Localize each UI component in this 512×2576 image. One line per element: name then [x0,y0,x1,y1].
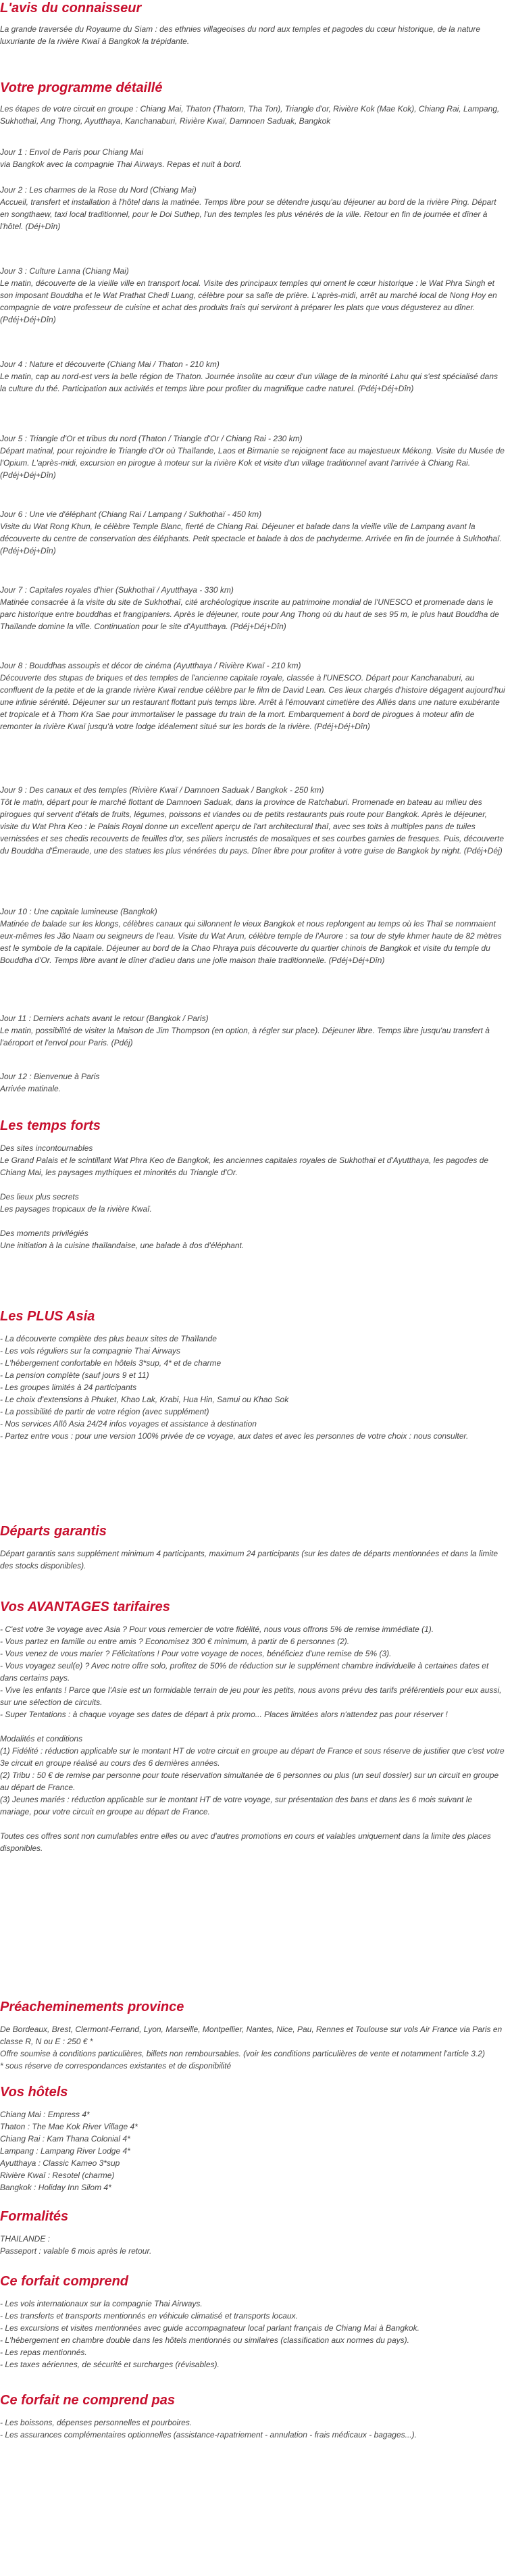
jour-12: Jour 12 : Bienvenue à Paris Arrivée matinale. [0,1072,100,1093]
section-title-formalites: Formalités [0,2209,69,2224]
section-title-comprend: Ce forfait comprend [0,2274,129,2289]
section-title-avis: L'avis du connaisseur [0,1,142,16]
jour-7: Jour 7 : Capitales royales d'hier (Sukhothaï / Ayutthaya - 330 km) Matinée consacrée à la visite du site de Sukhothaï, cité archéologique inscrite au patrimoine mondial de l'UNESCO et promenade dans le parc historique entre bouddhas et frangipaniers. Après le déjeuner, route pour Ang Thong où du haut de ses 95 m, le plus haut Bouddha de Thaïlande domine la ville. Continuation pour le site d'Ayutthaya. (Pdéj+Déj+Dîn) [0,585,499,631]
jour-3: Jour 3 : Culture Lanna (Chiang Mai) Le matin, découverte de la vieille ville en transport local. Visite des principaux temples qui ornent le cœur historique : le Wat Phra Singh et son imposant Bouddha et le Wat Prathat Chedi Luang, célèbre pour sa salle de prière. L'après-midi, arrêt au marché local de Nong Hoy en compagnie de votre professeur de cuisine et achat des produits frais qui serviront à préparer les plats que vous dégusterez au dîner. (Pdéj+Déj+Dîn) [0,266,497,324]
jour-11: Jour 11 : Derniers achats avant le retour (Bangkok / Paris) Le matin, possibilité de visiter la Maison de Jim Thompson (en option, à régler sur place). Déjeuner libre. Temps libre jusqu'au transfert à l'aéroport et l'envol pour Paris. (Pdéj) [0,1014,490,1047]
section-title-ne-comprend-pas: Ce forfait ne comprend pas [0,2393,175,2408]
preacheminements-text: De Bordeaux, Brest, Clermont-Ferrand, Lyon, Marseille, Montpellier, Nantes, Nice, Pau, Rennes et Toulouse sur vols Air France via Paris en classe R, N ou E : 250 € * Offre soumise à conditions particulières, billets non remboursables. (voir les conditions particulières de vente et notamment l'article 3.2) * sous réserve de correspondances existantes et de disponibilité [0,2025,503,2071]
programme-intro: Les étapes de votre circuit en groupe : Chiang Mai, Thaton (Thatorn, Tha Ton), Triangle d'or, Rivière Kok (Mae Kok), Chiang Rai, Lampang, Sukhothaï, Ang Thong, Ayutthaya, Kanchanaburi, Rivière Kwaï, Damnoen Saduak, Bangkok [0,104,500,126]
jour-6: Jour 6 : Une vie d'éléphant (Chiang Rai / Lampang / Sukhothaï - 450 km) Visite du Wat Rong Khun, le célèbre Temple Blanc, fierté de Chiang Rai. Déjeuner et balade dans la vieille ville de Lampang avant la découverte du centre de conservation des éléphants. Petit spectacle et balade à dos de pachyderme. Arrivée en fin de journée à Sukhothaï. (Pdéj+Déj+Dîn) [0,510,502,555]
jour-2: Jour 2 : Les charmes de la Rose du Nord (Chiang Mai) Accueil, transfert et installation à l'hôtel dans la matinée. Temps libre pour se détendre jusqu'au déjeuner au bord de la rivière Ping. Départ en songthaew, taxi local traditionnel, pour le Doi Suthep, l'un des temples les plus vénérés de la ville. Retour en fin de journée et dîner à l'hôtel. (Déj+Dîn) [0,185,496,231]
section-title-departs: Départs garantis [0,1524,107,1539]
section-title-temps-forts: Les temps forts [0,1118,101,1133]
section-title-hotels: Vos hôtels [0,2085,68,2100]
hotels-text: Chiang Mai : Empress 4* Thaton : The Mae Kok River Village 4* Chiang Rai : Kam Thana Colonial 4* Lampang : Lampang River Lodge 4* Ayutthaya : Classic Kameo 3*sup Rivière Kwaï : Resotel (charme) Bangkok : Holiday Inn Silom 4* [0,2110,138,2192]
avantages-text: - C'est votre 3e voyage avec Asia ? Pour vous remercier de votre fidélité, nous vous offrons 5% de remise immédiate (1). - Vous partez en famille ou entre amis ? Economisez 300 € minimum, à partir de 6 personnes (2). - Vous venez de vous marier ? Félicitations ! Pour votre voyage de noces, bénéficiez d'une remise de 5% (3). - Vous voyagez seul(e) ? Avec notre offre solo, profitez de 50% de réduction sur le supplément chambre individuelle à certaines dates et dans certains pays. - Vive les enfants ! Parce que l'Asie est un formidable terrain de jeu pour les petits, nous avons prévu des tarifs préférentiels pour eux aussi, sur une sélection de circuits. - Super Tentations : à chaque voyage ses dates de départ à prix promo... Places limitées alors n'attendez pas pour réserver ! Modalités et conditions (1) Fidélité : réduction applicable sur le montant HT de votre circuit en groupe au départ de France et sous réserve de justifier que c'est votre 3e circuit en groupe réalisé au cours des 6 dernières années. (2) Tribu : 50 € de remise par personne pour toute réservation simultanée de 6 personnes ou plus (un seul dossier) sur un circuit en groupe au départ de France. (3) Jeunes mariés : réduction applicable sur le montant HT de votre voyage, sur présentation des bans et dans les 6 mois suivant le mariage, pour votre circuit en groupe au départ de France. Toutes ces offres sont non cumulables entre elles ou avec d'autres promotions en cours et valables uniquement dans la limite des places disponibles. [0,1625,505,1853]
section-title-preacheminements: Préacheminements province [0,2000,184,2014]
jour-10: Jour 10 : Une capitale lumineuse (Bangkok) Matinée de balade sur les klongs, célèbres canaux qui sillonnent le vieux Bangkok et nous replongent au temps où les Thaï se nommaient eux-mêmes les Jão Naam ou seigneurs de l'eau. Visite du Wat Arun, célèbre temple de l'Aurore : sa tour de style khmer haute de 82 mètres est le symbole de la capitale. Déjeuner au bord de la Chao Phraya puis découverte du quartier chinois de Bangkok et visite du temple du Bouddha d'Or. Temps libre avant le dîner d'adieu dans une jolie maison thaïe traditionnelle. (Pdéj+Déj+Dîn) [0,907,502,965]
jour-9: Jour 9 : Des canaux et des temples (Rivière Kwaï / Damnoen Saduak / Bangkok - 250 km) Tôt le matin, départ pour le marché flottant de Damnoen Saduak, dans la province de Ratchaburi. Promenade en bateau au milieu des pirogues qui servent d'étals de fruits, légumes, poissons et viandes ou de petits restaurants puis route pour Bangkok. Après le déjeuner, visite du Wat Phra Keo : le Palais Royal donne un excellent aperçu de l'art architectural thaï, avec ses toits à multiples pans de tuiles vernissées et ses chedis recouverts de feuilles d'or, ses piliers incrustés de mosaïques et ses courbes garnies de fresques. Puis, découverte du Bouddha d'Émeraude, une des statues les plus vénérées du pays. Dîner libre pour profiter à votre guise de Bangkok by night. (Pdéj+Déj) [0,785,505,856]
jour-4: Jour 4 : Nature et découverte (Chiang Mai / Thaton - 210 km) Le matin, cap au nord-est vers la belle région de Thaton. Journée insolite au cœur d'un village de la minorité Lahu qui s'est spécialisé dans la culture du thé. Participation aux activités et temps libre pour profiter du magnifique cadre naturel. (Pdéj+Déj+Dîn) [0,360,498,393]
avis-text: La grande traversée du Royaume du Siam : des ethnies villageoises du nord aux temples et pagodes du cœur historique, de la nature luxuriante de la rivière Kwaï à Bangkok la trépidante. [0,24,481,46]
section-title-avantages: Vos AVANTAGES tarifaires [0,1600,170,1614]
jour-8: Jour 8 : Bouddhas assoupis et décor de cinéma (Ayutthaya / Rivière Kwaï - 210 km) Découverte des stupas de briques et des temples de l'ancienne capitale royale, classée à l'UNESCO. Départ pour Kanchanaburi, au confluent de la petite et de la grande rivière Kwaï rendue célèbre par le film de David Lean. Ces lieux chargés d'histoire dégagent aujourd'hui une infinie sérénité. Déjeuner sur un restaurant flottant puis temps libre. Arrêt à l'émouvant cimetière des Alliés dans une nature exubérante et tropicale et à Thom Kra Sae pour immortaliser le passage du train de la mort. Embarquement à bord de pirogues à moteur afin de remonter la rivière Kwaï jusqu'à votre lodge idéalement situé sur les bords de la rivière. (Pdéj+Déj+Dîn) [0,661,505,731]
plus-text: - La découverte complète des plus beaux sites de Thaïlande - Les vols réguliers sur la compagnie Thai Airways - L'hébergement confortable en hôtels 3*sup, 4* et de charme - La pension complète (sauf jours 9 et 11) - Les groupes limités à 24 participants - Le choix d'extensions à Phuket, Khao Lak, Krabi, Hua Hin, Samui ou Khao Sok - La possibilité de partir de votre région (avec supplément) - Nos services Allô Asia 24/24 infos voyages et assistance à destination - Partez entre vous : pour une version 100% privée de ce voyage, aux dates et avec les personnes de votre choix : nous consulter. [0,1334,469,1441]
section-title-plus: Les PLUS Asia [0,1309,95,1324]
temps-forts-text: Des sites incontournables Le Grand Palais et le scintillant Wat Phra Keo de Bangkok, les anciennes capitales royales de Sukhothaï et d'Ayutthaya, les pagodes de Chiang Mai, les paysages mythiques et minorités du Triangle d'Or. Des lieux plus secrets Les paysages tropicaux de la rivière Kwaï. Des moments privilégiés Une initiation à la cuisine thaïlandaise, une balade à dos d'éléphant. [0,1143,489,1250]
departs-text: Départ garantis sans supplément minimum 4 participants, maximum 24 participants (sur les dates de départs mentionnées et dans la limite des stocks disponibles). [0,1549,498,1570]
jour-5: Jour 5 : Triangle d'Or et tribus du nord (Thaton / Triangle d'Or / Chiang Rai - 230 km) Départ matinal, pour rejoindre le Triangle d'Or où Thaïlande, Laos et Birmanie se rejoignent face au majestueux Mékong. Visite du Musée de l'Opium. L'après-midi, excursion en pirogue à moteur sur la rivière Kok et visite d'un village traditionnel avant l'arrivée à Chiang Rai. (Pdéj+Déj+Dîn) [0,434,505,480]
section-title-programme: Votre programme détaillé [0,80,163,95]
comprend-text: - Les vols internationaux sur la compagnie Thai Airways. - Les transferts et transports mentionnés en véhicule climatisé et transports locaux. - Les excursions et visites mentionnées avec guide accompagnateur local parlant français de Chiang Mai à Bangkok. - L'hébergement en chambre double dans les hôtels mentionnés ou similaires (classification aux normes du pays). - Les repas mentionnés. - Les taxes aériennes, de sécurité et surcharges (révisables). [0,2299,420,2369]
jour-1: Jour 1 : Envol de Paris pour Chiang Mai via Bangkok avec la compagnie Thai Airways. Repas et nuit à bord. [0,147,242,169]
formalites-text: THAILANDE : Passeport : valable 6 mois après le retour. [0,2234,152,2256]
ne-comprend-pas-text: - Les boissons, dépenses personnelles et pourboires. - Les assurances complémentaires optionnelles (assistance-rapatriement - annulation - frais médicaux - bagages...). [0,2418,417,2439]
